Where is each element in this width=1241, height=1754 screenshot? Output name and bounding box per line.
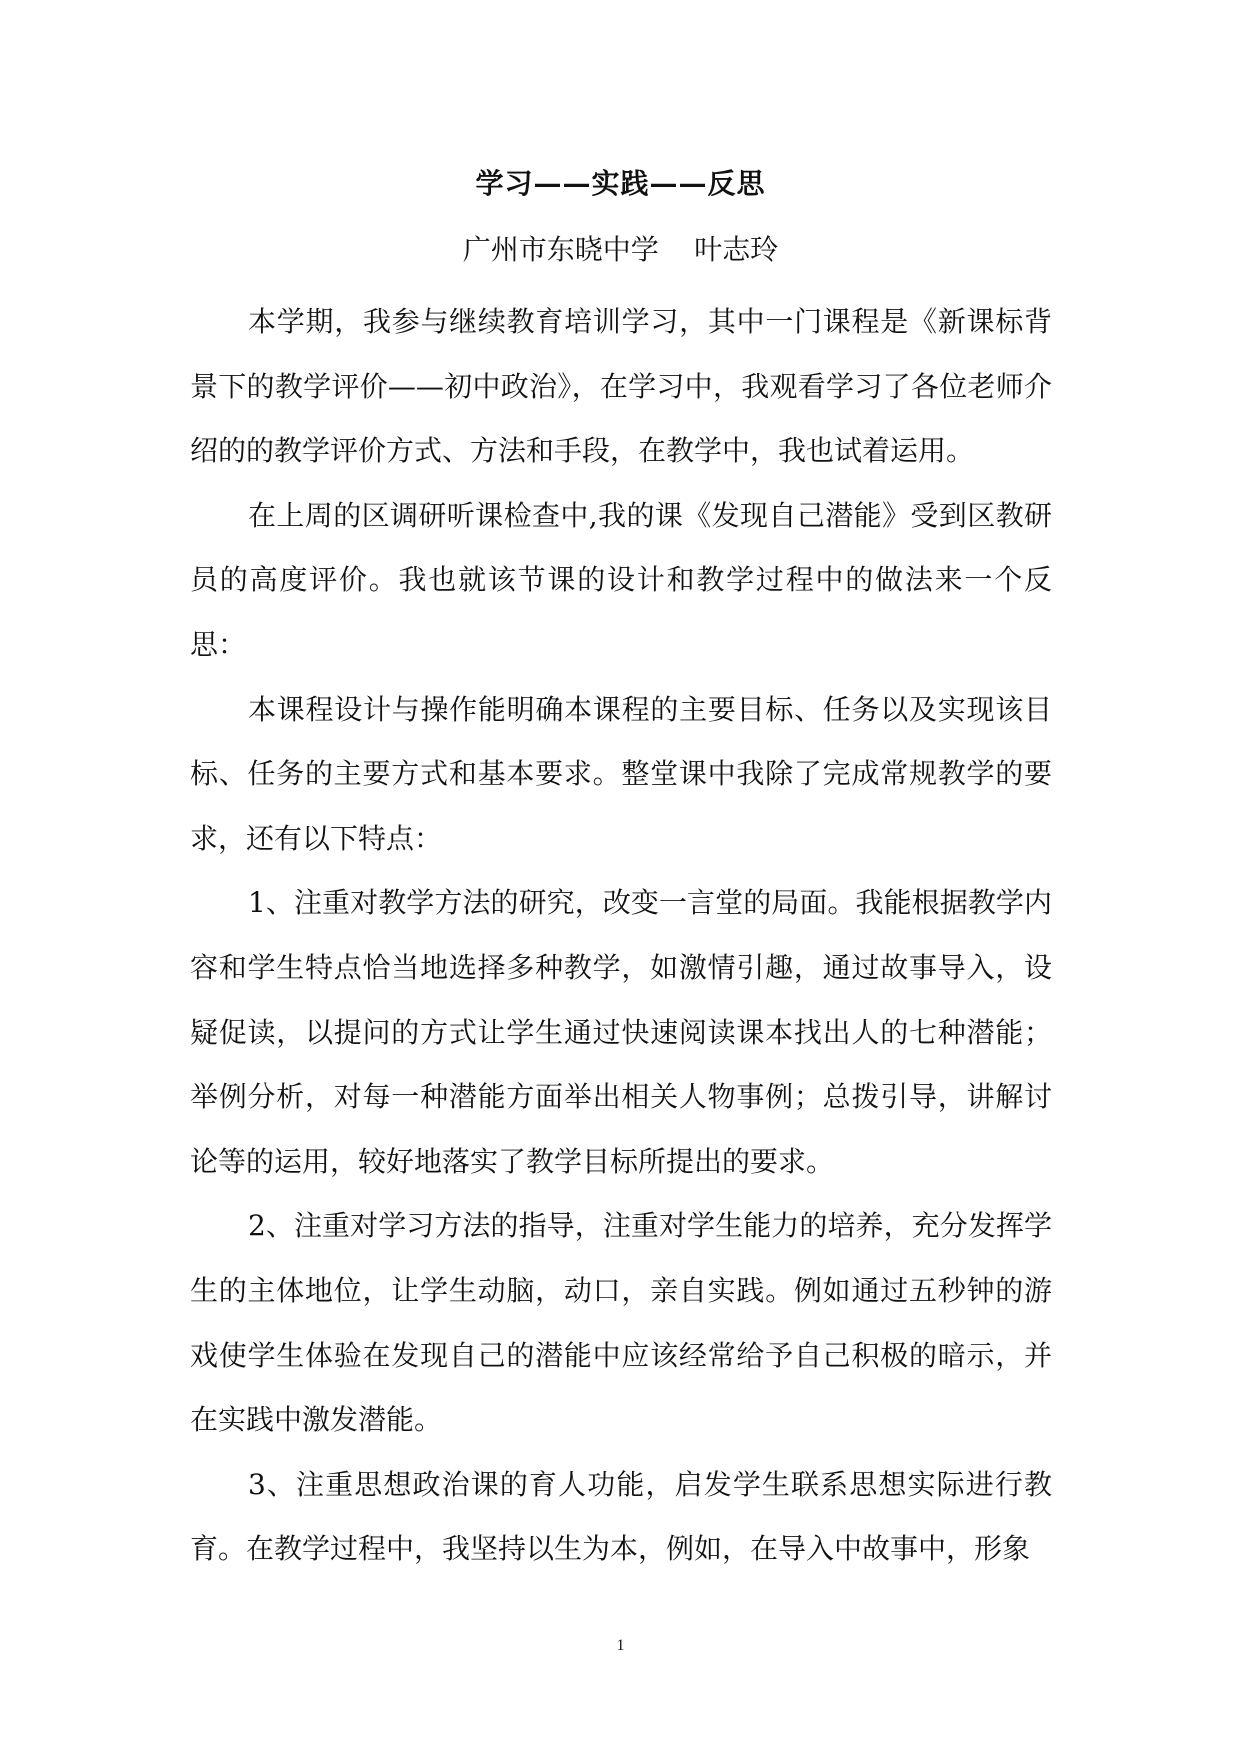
document-title: 学习——实践——反思	[475, 167, 766, 200]
paragraph-2: 在上周的区调研听课检查中,我的课《发现自己潜能》受到区教研员的高度评价。我也就该节课的设计和教学过程中的做法来一个反思：	[190, 498, 1052, 661]
paragraph-1: 本学期，我参与继续教育培训学习，其中一门课程是《新课标背景下的教学评价——初中政治》，在学习中，我观看学习了各位老师介绍的的教学评价方式、方法和手段，在教学中，我也试着运用。	[190, 305, 1052, 468]
document-byline: 广州市东晓中学 叶志玲	[462, 233, 779, 266]
paragraph-3: 本课程设计与操作能明确本课程的主要目标、任务以及实现该目标、任务的主要方式和基本要求。整堂课中我除了完成常规教学的要求，还有以下特点：	[190, 692, 1052, 855]
document-body	[190, 290, 1052, 1582]
paragraph-4: 1、注重对教学方法的研究，改变一言堂的局面。我能根据教学内容和学生特点恰当地选择多种教学，如激情引趣，通过故事导入，设疑促读，以提问的方式让学生通过快速阅读课本找出人的七种潜能；举例分析，对每一种潜能方面举出相关人物事例；总拨引导，讲解讨论等的运用，较好地落实了教学目标所提出的要求。	[190, 886, 1052, 1178]
page-number: 1	[616, 1637, 625, 1654]
paragraph-5: 2、注重对学习方法的指导，注重对学生能力的培养，充分发挥学生的主体地位，让学生动脑，动口，亲自实践。例如通过五秒钟的游戏使学生体验在发现自己的潜能中应该经常给予自己积极的暗示，并在实践中激发潜能。	[190, 1209, 1052, 1437]
paragraph-6: 3、注重思想政治课的育人功能，启发学生联系思想实际进行教育。在教学过程中，我坚持以生为本，例如，在导入中故事中，形象	[190, 1467, 1052, 1566]
